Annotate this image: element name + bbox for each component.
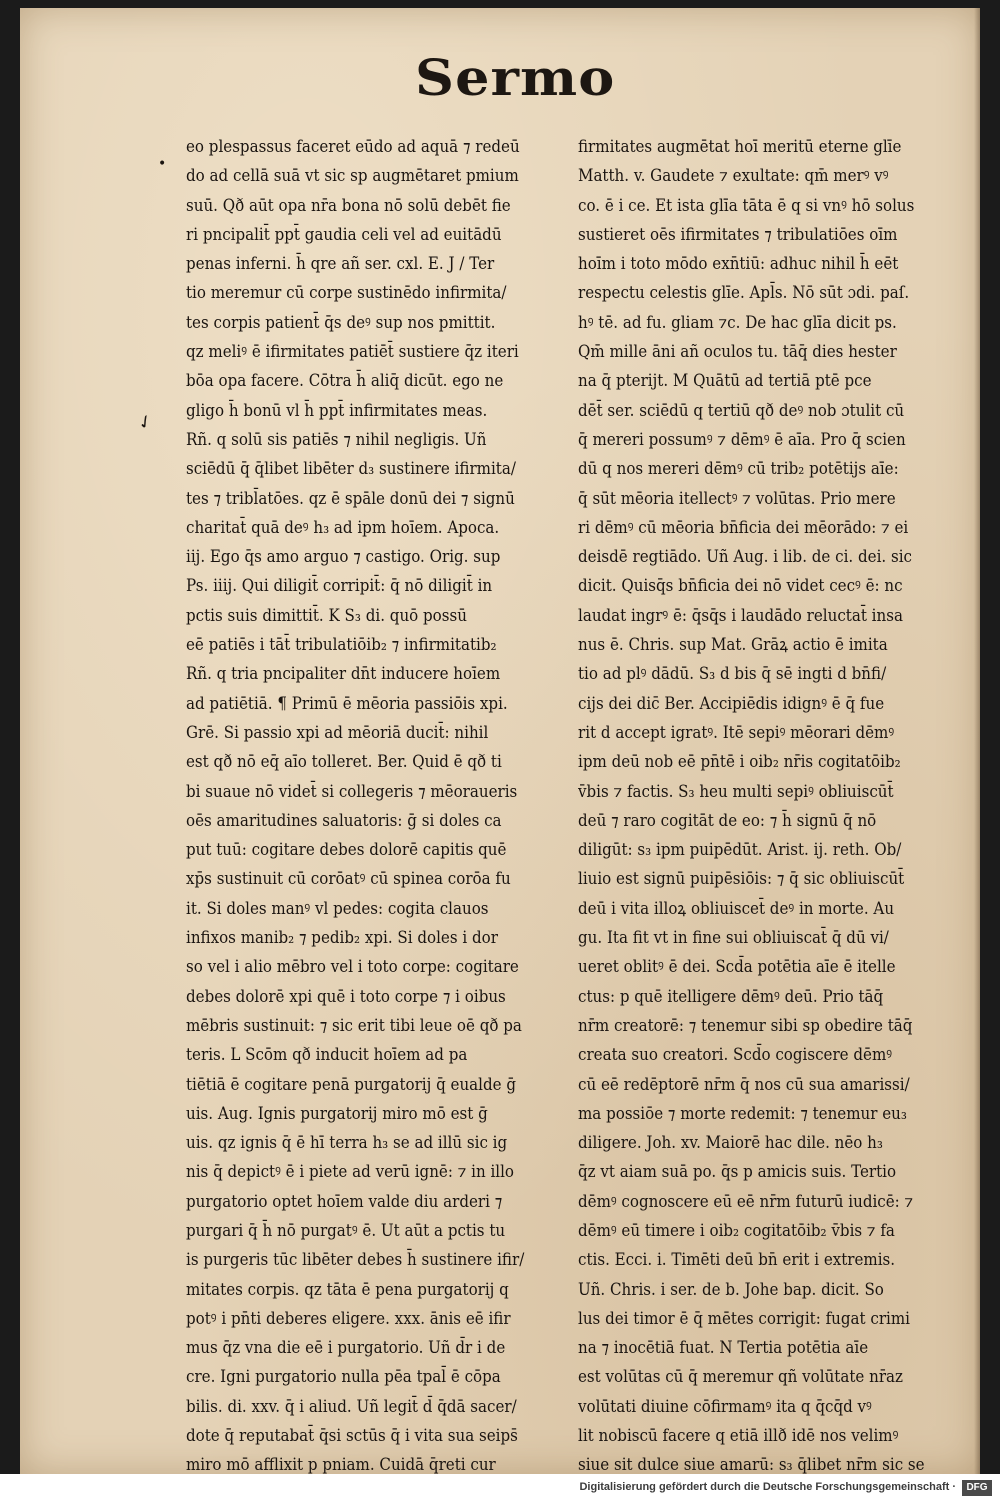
text-line: Ps. iiij. Qui diligit̄ corripit̄: q̄ nō diligit̄ in (186, 576, 493, 596)
text-line: q̄ sūt mēoria itellectꝰ ⁊ volūtas. Prio mere (578, 488, 896, 508)
text-line: tes ⁊ tribl̄atōes. qz ē spāle donū dei ⁊ signū (186, 488, 515, 508)
text-line: iij. Ego q̄s amo arguo ⁊ castigo. Orig. sup (186, 547, 501, 567)
text-line: purgari q̄ h̄ nō purgatꝰ ē. Ut aūt a pctis tu (186, 1220, 506, 1240)
text-line: est volūtas cū q̄ meremur qñ volūtate nr̄az (578, 1367, 903, 1387)
text-line: mēbris sustinuit: ⁊ sic erit tibi leue oē qð pa (186, 1015, 522, 1035)
text-line: uis. qz ignis q̄ ē hī terra h₃ se ad illū sic ig (186, 1133, 508, 1153)
text-line: diligūt: s₃ ipm puipēdūt. Arist. ij. reth. Ob/ (578, 840, 902, 860)
right-text-column (578, 132, 978, 1474)
funding-credit: Digitalisierung gefördert durch die Deutsche Forschungsgemeinschaft · (579, 1481, 956, 1493)
text-line: Rñ. q tria pncipaliter dn̄t inducere hoīem (186, 664, 501, 684)
text-line: pctis suis dimittit̄. K S₃ di. quō possū (186, 605, 467, 625)
text-line: volūtati diuine cōfirmamꝰ ita q q̄cq̄d vꝰ (578, 1396, 872, 1416)
text-line: tio meremur cū corpe sustinēdo infirmita/ (186, 283, 507, 303)
text-line: tio ad plꝰ dādū. S₃ d bis q̄ sē ingti d bn̄fi/ (578, 664, 887, 684)
text-line: laudat ingrꝰ ē: q̄sq̄s i laudādo reluctat̄ insa (578, 605, 903, 625)
text-line: qz meliꝰ ē ifirmitates patiēt̄ sustiere q̄z iteri (186, 342, 519, 362)
margin-dot-mark: • (158, 156, 167, 172)
text-line: Qm̄ mille āni añ oculos tu. tāq̄ dies hester (578, 342, 897, 362)
text-line: tes corpis patient̄ q̄s deꝰ sup nos pmittit. (186, 312, 496, 332)
text-line: ueret oblitꝰ ē dei. Scd̄a potētia aīe ē itelle (578, 957, 896, 977)
text-line: charitat̄ quā deꝰ h₃ ad ipm hoīem. Apoca. (186, 517, 500, 537)
text-line: purgatorio optet hoīem valde diu arderi ⁊ (186, 1191, 503, 1211)
text-line: dicit. Quisq̄s bn̄ficia dei nō videt cecꝰ ē: nc (578, 576, 903, 596)
text-line: dēt̄ ser. sciēdū q tertiū qð deꝰ nob ɔtulit cū (578, 400, 905, 420)
text-line: nr̄m creatorē: ⁊ tenemur sibi sp obedire tāq̄ (578, 1015, 913, 1035)
text-line: it. Si doles manꝰ vl pedes: cogita clauos (186, 898, 489, 918)
text-line: is purgeris tūc libēter debes h̄ sustinere ifir/ (186, 1250, 525, 1270)
text-line: lit nobiscū facere q etiā illð idē nos velimꝰ (578, 1426, 899, 1446)
text-line: infixos manib₂ ⁊ pedib₂ xpi. Si doles i dor (186, 928, 498, 948)
text-line: miro mō afflixit p pniam. Cuidā q̄reti cur (186, 1455, 496, 1474)
text-line: gu. Ita fit vt in fine sui obliuiscat̄ q̄ dū vi/ (578, 928, 889, 948)
text-line: nis q̄ depictꝰ ē i piete ad verū ignē: ⁊ in illo (186, 1162, 515, 1182)
text-line: sustieret oēs ifirmitates ⁊ tribulatiōes oīm (578, 224, 898, 244)
text-line: so vel i alio mēbro vel i toto corpe: cogitare (186, 957, 519, 977)
text-line: deū i vita illoꝝ obliuiscet̄ deꝰ in morte. Au (578, 898, 895, 918)
text-line: deisdē regtiādo. Uñ Aug. i lib. de ci. dei. sic (578, 547, 913, 567)
text-line: deū ⁊ raro cogitāt de eo: ⁊ h̄ signū q̄ nō (578, 810, 877, 830)
text-line: ipm deū nob eē pn̄tē i oib₂ nr̄is cogitatōib₂ (578, 752, 901, 772)
text-line: suū. Qð aūt opa nr̄a bona nō solū debēt fie (186, 195, 511, 215)
text-line: ctus: p quē itelligere dēmꝰ deū. Prio tāq̄ (578, 986, 884, 1006)
text-line: gligo h̄ bonū vl h̄ ppt̄ infirmitates meas. (186, 400, 488, 420)
text-line: co. ē i ce. Et ista glīa tāta ē q si vnꝰ hō solus (578, 195, 915, 215)
text-line: hoīm i toto mōdo exn̄tiū: adhuc nihil h̄ eēt (578, 254, 899, 274)
text-line: Uñ. Chris. i ser. de b. Johe bap. dicit. So (578, 1279, 884, 1299)
text-line: Rñ. q solū sis patiēs ⁊ nihil negligis. Uñ (186, 429, 487, 449)
text-line: uis. Aug. Ignis purgatorij miro mō est ḡ (186, 1103, 488, 1123)
text-line: eo plespassus faceret eūdo ad aquā ⁊ redeū (186, 137, 520, 156)
footer-bar (0, 1474, 1000, 1503)
text-line: potꝰ i pn̄ti deberes eligere. xxx. ānis eē ifir (186, 1308, 511, 1328)
text-line: q̄ mereri possumꝰ ⁊ dēmꝰ ē aīa. Pro q̄ scien (578, 429, 906, 449)
text-line: mitates corpis. qz tāta ē pena purgatorij q (186, 1279, 509, 1299)
text-line: ma possiōe ⁊ morte redemit: ⁊ tenemur eu₃ (578, 1103, 907, 1123)
text-line: ri pncipalit̄ ppt̄ gaudia celi vel ad euitādū (186, 224, 502, 244)
dfg-logo: DFG (962, 1480, 992, 1496)
text-line: dēmꝰ eū timere i oib₂ cogitatōib₂ v̄bis ⁊ fa (578, 1220, 895, 1240)
text-line: ad patiētiā. ¶ Primū ē mēoria passiōis xpi. (186, 693, 508, 713)
left-text-column (186, 132, 591, 1474)
page-header-title: Sermo (415, 48, 616, 107)
text-line: penas inferni. h̄ qre añ ser. cxl. E. J / Ter (186, 254, 495, 274)
text-line: est qð nō eq̄ aīo tolleret. Ber. Quid ē qð ti (186, 752, 502, 772)
text-line: dū q nos mereri dēmꝰ cū trib₂ potētijs aīe: (578, 459, 899, 479)
text-line: sciēdū q̄ q̄libet libēter d₃ sustinere ifirmita/ (186, 459, 516, 479)
text-line: Grē. Si passio xpi ad mēoriā ducit̄: nihil (186, 722, 489, 742)
text-line: oēs amaritudines saluatoris: ḡ si doles ca (186, 810, 502, 830)
text-line: eē patiēs i tāt̄ tribulatiōib₂ ⁊ infirmitatib₂ (186, 635, 497, 655)
text-line: debes dolorē xpi quē i toto corpe ⁊ i oibus (186, 986, 506, 1006)
text-line: nus ē. Chris. sup Mat. Grāꝝ actio ē imita (578, 635, 888, 655)
text-line: Matth. v. Gaudete ⁊ exultate: qm̄ merꝰ vꝰ (578, 166, 889, 186)
text-line: na q̄ pterijt. M Quātū ad tertiā ptē pce (578, 371, 872, 391)
text-line: cre. Igni purgatorio nulla pēa tpal̄ ē cōpa (186, 1367, 501, 1387)
text-line: teris. L Scōm qð inducit hoīem ad pa (186, 1045, 468, 1065)
text-line: siue sit dulce siue amarū: s₃ q̄libet nr̄m sic se (578, 1455, 925, 1474)
text-line: bōa opa facere. Cōtra h̄ aliq̄ dicūt. ego ne (186, 371, 504, 391)
text-line: v̄bis ⁊ factis. S₃ heu multi sepiꝰ obliuiscūt̄ (578, 781, 894, 801)
text-line: ctis. Ecci. i. Timēti deū bn̄ erit i extremis. (578, 1250, 896, 1270)
text-line: lus dei timor ē q̄ mētes corrigit: fugat crimi (578, 1308, 910, 1328)
text-line: tiētiā ē cogitare penā purgatorij q̄ eualde ḡ (186, 1074, 517, 1094)
text-line: respectu celestis glīe. Apl̄s. Nō sūt ɔdi. paſ. (578, 283, 910, 303)
text-line: firmitates augmētat hoī meritū eterne glīe (578, 137, 902, 156)
text-line: xp̄s sustinuit cū corōatꝰ cū spinea corōa fu (186, 869, 511, 889)
text-line: hꝰ tē. ad fu. gliam ⁊c. De hac glīa dicit ps. (578, 312, 897, 332)
text-line: cū eē redēptorē nr̄m q̄ nos cū sua amarissi/ (578, 1074, 910, 1094)
text-line: rit d accept igratꝰ. Itē sepiꝰ mēorari dēmꝰ (578, 722, 895, 742)
text-line: dote q̄ reputabat̄ q̄si sctūs q̄ i vita sua seips̄ (186, 1426, 518, 1446)
text-line: diligere. Joh. xv. Maiorē hac dile. nēo h₃ (578, 1133, 883, 1153)
text-line: do ad cellā suā vt sic sp augmētaret pmium (186, 166, 519, 186)
scanned-page (20, 8, 980, 1474)
margin-ink-mark: ✓ (133, 409, 158, 436)
text-line: bilis. di. xxv. q̄ i aliud. Uñ legit̄ d̄ q̄dā sacer/ (186, 1396, 517, 1416)
text-line: mus q̄z vna die eē i purgatorio. Uñ d̄r i de (186, 1338, 506, 1358)
text-line: ri dēmꝰ cū mēoria bn̄ficia dei mēorādo: ⁊ ei (578, 517, 909, 537)
text-line: q̄z vt aiam suā po. q̄s p amicis suis. Tertio (578, 1162, 897, 1182)
text-line: put tuū: cogitare debes dolorē capitis quē (186, 840, 507, 860)
text-line: cijs dei dic̄ Ber. Accipiēdis idignꝰ ē q̄ fue (578, 693, 885, 713)
text-line: creata suo creatori. Scd̄o cogiscere dēmꝰ (578, 1045, 893, 1065)
text-line: dēmꝰ cognoscere eū eē nr̄m futurū iudicē: ⁊ (578, 1191, 914, 1211)
text-line: liuio est signū puipēsiōis: ⁊ q̄ sic obliuiscūt̄ (578, 869, 905, 889)
text-line: bi suaue nō videt̄ si collegeris ⁊ mēoraueris (186, 781, 518, 801)
text-line: na ⁊ inocētiā fuat. N Tertia potētia aīe (578, 1338, 869, 1358)
